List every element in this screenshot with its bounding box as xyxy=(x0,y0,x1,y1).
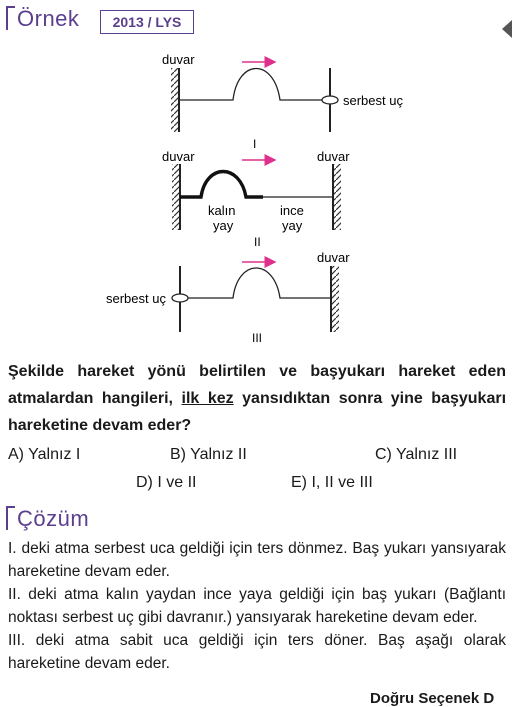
fig2-thin-label-2: yay xyxy=(282,218,303,233)
fig3-wall-hatch xyxy=(331,266,339,332)
fig1-roman: I xyxy=(253,137,257,151)
option-b[interactable]: B) Yalnız II xyxy=(170,446,247,463)
question-part2: yansıdıktan sonra yine başyukarı hareketine devam eder? xyxy=(8,390,507,434)
solution-body xyxy=(8,537,506,675)
fig1-wall-label: duvar xyxy=(162,52,195,67)
solution-line-3: III. deki atma sabit uca geldiği için ters döner. Baş aşağı olarak hareketine devam eder. xyxy=(8,632,506,672)
solution-header xyxy=(6,506,89,532)
answer-line: Doğru Seçenek D xyxy=(370,690,495,707)
question-part1: Şekilde hareket yönü belirtilen ve başyukarı hareket eden atmalardan hangileri, xyxy=(8,363,506,407)
option-e[interactable]: E) I, II ve III xyxy=(291,474,373,491)
fig2-thick-label-1: kalın xyxy=(208,203,236,218)
fig2-thin-label-1: ince xyxy=(280,203,304,218)
option-d[interactable]: D) I ve II xyxy=(136,474,197,491)
fig2-left-wall-hatch xyxy=(172,164,180,230)
fig3-wall-label: duvar xyxy=(317,250,350,265)
fig2-thick-rope xyxy=(180,172,263,198)
fig3-free-end-ring xyxy=(172,294,188,302)
question-underlined: ilk kez xyxy=(181,390,234,407)
option-a[interactable]: A) Yalnız I xyxy=(8,446,81,463)
fig2-left-wall-label: duvar xyxy=(162,149,195,164)
figure-3 xyxy=(106,250,350,345)
solution-line-2: II. deki atma kalın yaydan ince yaya geldiği için baş yukarı (Bağlantı noktası serbest uç gibi davranır.) yansıyarak hareketine devam eder. xyxy=(8,586,506,626)
fig3-roman: III xyxy=(252,331,263,345)
option-c[interactable]: C) Yalnız III xyxy=(375,446,458,463)
question-text xyxy=(8,358,506,439)
fig1-free-end-label: serbest uç xyxy=(343,93,403,108)
wave-pulse-diagram xyxy=(0,0,512,345)
exam-tag: 2013 / LYS xyxy=(100,10,194,34)
solution-title: Çözüm xyxy=(17,506,90,531)
page-corner-icon xyxy=(498,20,512,38)
solution-bracket xyxy=(6,506,15,530)
fig2-roman: II xyxy=(254,235,261,249)
fig3-free-end-label: serbest uç xyxy=(106,291,166,306)
example-title: Örnek xyxy=(17,6,80,31)
fig2-right-wall-label: duvar xyxy=(317,149,350,164)
fig1-free-end-ring xyxy=(322,96,338,104)
fig3-rope xyxy=(188,268,331,298)
fig2-thick-label-2: yay xyxy=(213,218,234,233)
solution-line-1: I. deki atma serbest uca geldiği için ters dönmez. Baş yukarı yansıyarak hareketine devam eder. xyxy=(8,540,506,580)
fig1-rope xyxy=(179,69,326,101)
figure-1 xyxy=(162,52,403,151)
fig1-wall-hatch xyxy=(171,68,179,132)
figure-2 xyxy=(162,149,350,249)
fig2-right-wall-hatch xyxy=(333,164,341,230)
